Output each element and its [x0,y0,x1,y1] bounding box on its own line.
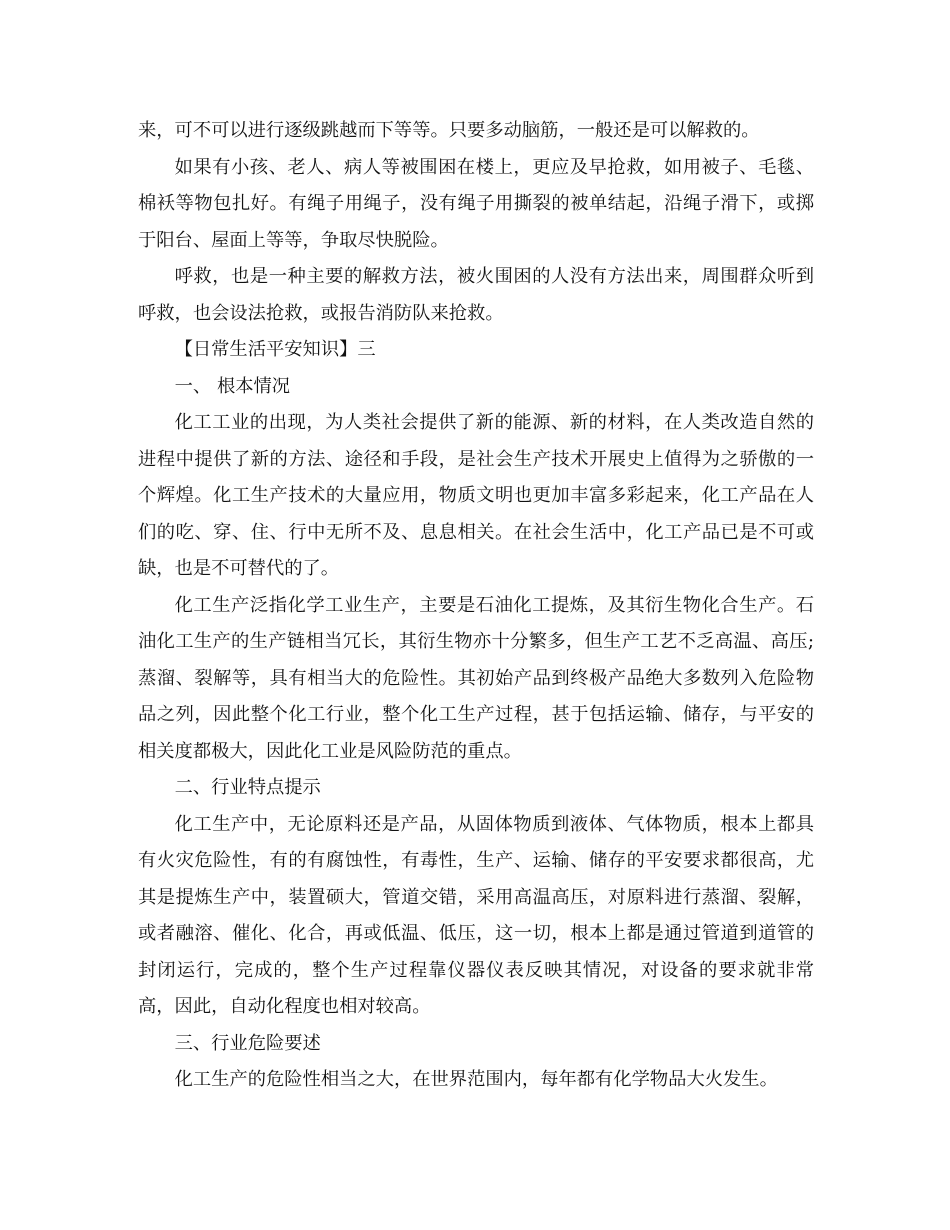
heading-basic-situation: 一、 根本情况 [174,375,291,397]
paragraph-industry-features: 化工生产中，无论原料还是产品，从固体物质到液体、气体物质，根本上都具有火灾危险性，有的有腐蚀性，有毒性，生产、运输、储存的平安要求都很高，尤其是提炼生产中，装置硕大，管道交错，采用高温高压，对原料进行蒸溜、裂解，或者融溶、催化、化合，再或低温、低压，这一切，根本上都是通过管道到道管的封闭运行，完成的，整个生产过程靠仪器仪表反映其情况，对设备的要求就非常高，因此，自动化程度也相对较高。 [138,813,814,1017]
paragraph-rescue-trapped-people: 如果有小孩、老人、病人等被围困在楼上，更应及早抢救，如用被子、毛毯、棉袄等物包扎好。有绳子用绳子，没有绳子用撕裂的被单结起，沿绳子滑下，或掷于阳台、屋面上等等，争取尽快脱险。 [138,156,814,251]
paragraph-chemical-production-risk: 化工生产泛指化学工业生产，主要是石油化工提炼，及其衍生物化合生产。石油化工生产的生产链相当冗长，其衍生物亦十分繁多，但生产工艺不乏高温、高压;蒸溜、裂解等，具有相当大的危险性。其初始产品到终极产品绝大多数列入危险物品之列，因此整个化工行业，整个化工生产过程，甚于包括运输、储存，与平安的相关度都极大，因此化工业是风险防范的重点。 [138,594,814,762]
paragraph-call-for-help: 呼救，也是一种主要的解救方法，被火围困的人没有方法出来，周围群众听到呼救，也会设法抢救，或报告消防队来抢救。 [138,266,814,324]
heading-industry-features: 二、行业特点提示 [174,777,321,798]
paragraph-chemical-industry-intro: 化工工业的出现，为人类社会提供了新的能源、新的材料，在人类改造自然的进程中提供了新的方法、途径和手段，是社会生产技术开展史上值得为之骄傲的一个辉煌。化工生产技术的大量应用，物质文明也更加丰富多彩起来，化工产品在人们的吃、穿、住、行中无所不及、息息相关。在社会生活中，化工产品已是不可或缺，也是不可替代的了。 [138,412,814,579]
paragraph-continuation: 来，可不可以进行逐级跳越而下等等。只要多动脑筋，一般还是可以解救的。 [138,120,760,141]
document-body [138,113,814,1099]
section-title: 【日常生活平安知识】三 [174,339,376,360]
paragraph-industry-hazards: 化工生产的危险性相当之大，在世界范围内，每年都有化学物品大火发生。 [174,1069,778,1090]
heading-industry-hazards: 三、行业危险要述 [174,1032,321,1054]
